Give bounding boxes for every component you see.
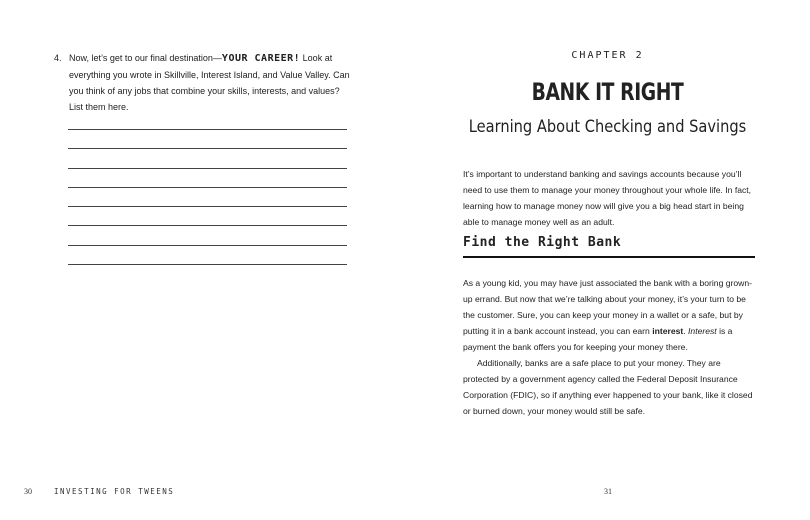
chapter-label: CHAPTER 2: [571, 50, 644, 61]
para-text-after: is a payment the bank offers you for keeping your money there.: [463, 326, 733, 352]
answer-line: [68, 170, 347, 188]
chapter-title: BANK IT RIGHT: [531, 78, 684, 106]
question-text-after: Look at everything you wrote in Skillville, Interest Island, and Value Valley. Can you think of any jobs that combine your skills, interests, and values? List them here.: [69, 53, 350, 112]
answer-line: [68, 228, 347, 246]
intro-paragraph: It’s important to understand banking and savings accounts because you’ll need to use them to manage your money throughout your whole life. In fact, learning how to manage money now will give you a big head start in being able to manage money well as an adult.: [463, 169, 752, 227]
question-text-before: Now, let’s get to our final destination—: [69, 53, 222, 63]
para-text-before: As a young kid, you may have just associated the bank with a boring grown-up errand. But now that we’re talking about your money, it’s your turn to be the customer. Sure, you can keep your money in a wallet or a safe, but by putting it in a bank account instead, you can earn: [463, 278, 753, 336]
running-head: INVESTING FOR TWEENS: [54, 487, 175, 496]
answer-line: [68, 208, 347, 226]
question-4: [54, 50, 354, 115]
answer-lines: [68, 112, 347, 266]
section-body: [463, 275, 755, 419]
paragraph-interest: [463, 278, 752, 352]
page-number-left: 30: [24, 487, 32, 496]
term-interest-italic: Interest: [688, 326, 717, 336]
paragraph-fdic: Additionally, banks are a safe place to put your money. They are protected by a government agency called the Federal Deposit Insurance Corporation (FDIC), so if anything ever happened to your bank, like it closed or burned down, your money would still be safe.: [463, 358, 753, 416]
question-emphasis: YOUR CAREER!: [221, 53, 301, 64]
answer-line: [68, 131, 347, 149]
para-text-mid: .: [683, 326, 689, 336]
page-number-right: 31: [604, 487, 612, 496]
answer-line: [68, 151, 347, 169]
question-number: 4.: [54, 53, 62, 63]
question-text: [69, 50, 354, 115]
term-interest: interest: [652, 326, 684, 336]
section-heading: Find the Right Bank: [463, 235, 755, 258]
answer-line: [68, 189, 347, 207]
answer-line: [68, 247, 347, 265]
chapter-subtitle: Learning About Checking and Savings: [468, 117, 747, 137]
answer-line: [68, 112, 347, 130]
